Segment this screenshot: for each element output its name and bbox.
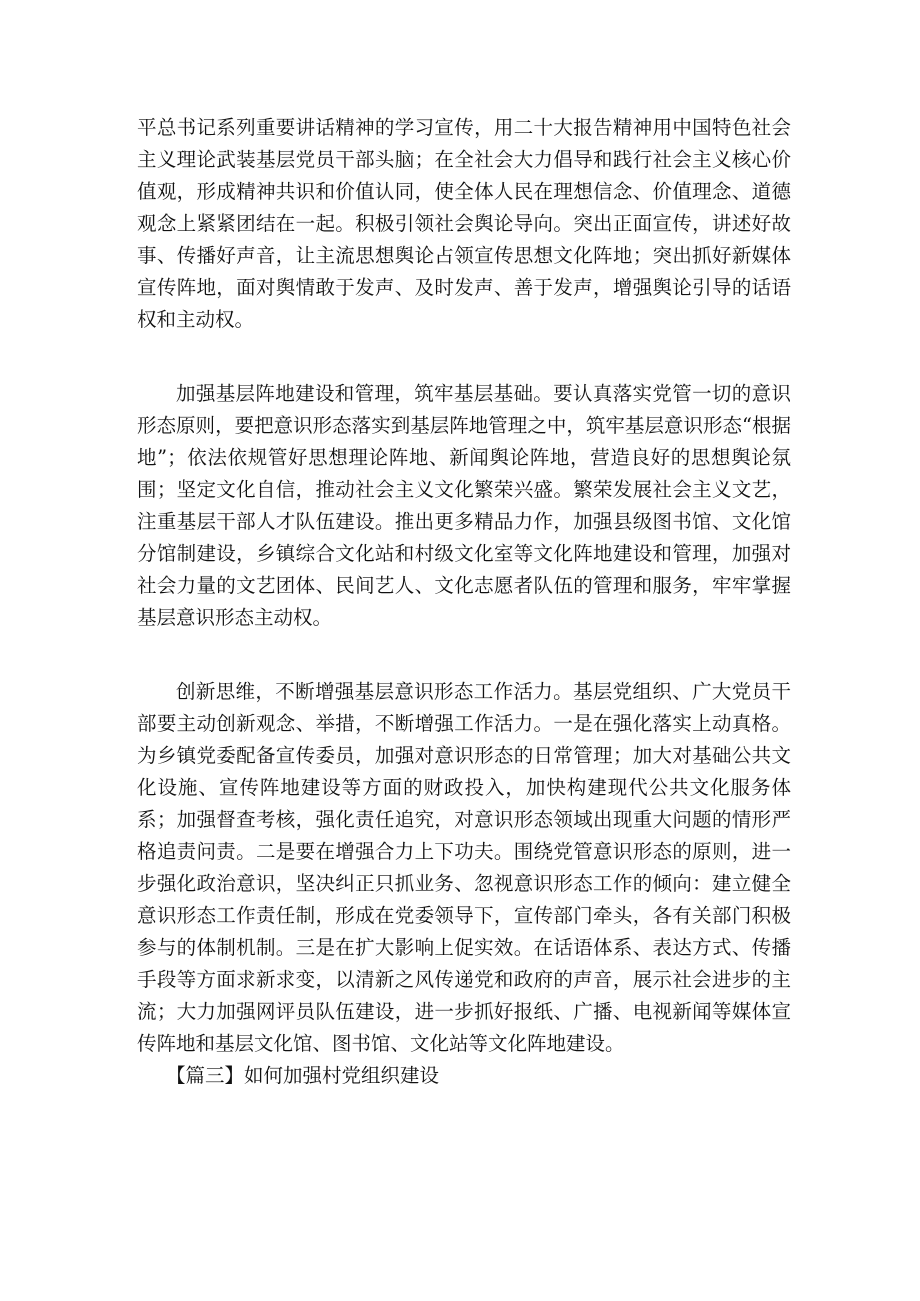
paragraph-innovation: 创新思维，不断增强基层意识形态工作活力。基层党组织、广大党员干部要主动创新观念、举措，不断增强工作活力。一是在强化落实上动真格。为乡镇党委配备宣传委员，加强对意识形态的日常管理；加大对基础公共文化设施、宣传阵地建设等方面的财政投入，加快构建现代公共文化服务体系；加强督查考核，强化责任追究，对意识形态领域出现重大问题的情形严格追责问责。二是要在增强合力上下功夫。围绕党管意识形态的原则，进一步强化政治意识，坚决纠正只抓业务、忽视意识形态工作的倾向：建立健全意识形态工作责任制，形成在党委领导下，宣传部门牵头，各有关部门积极参与的体制机制。三是在扩大影响上促实效。在话语体系、表达方式、传播手段等方面求新求变，以清新之风传递党和政府的声音，展示社会进步的主流；大力加强网评员队伍建设，进一步抓好报纸、广播、电视新闻等媒体宣传阵地和基层文化馆、图书馆、文化站等文化阵地建设。 [137,680,791,1055]
paragraph-spacer [137,336,791,378]
paragraph-spacer [137,634,791,676]
document-body [137,112,791,1092]
paragraph-continued: 平总书记系列重要讲话精神的学习宣传，用二十大报告精神用中国特色社会主义理论武装基层党员干部头脑；在全社会大力倡导和践行社会主义核心价值观，形成精神共识和价值认同，使全体人民在理想信念、价值理念、道德观念上紧紧团结在一起。积极引领社会舆论导向。突出正面宣传，讲述好故事、传播好声音，让主流思想舆论占领宣传思想文化阵地；突出抓好新媒体宣传阵地，面对舆情敢于发声、及时发声、善于发声，增强舆论引导的话语权和主动权。 [137,116,791,331]
paragraph-base-positions: 加强基层阵地建设和管理，筑牢基层基础。要认真落实党管一切的意识形态原则，要把意识形态落实到基层阵地管理之中，筑牢基层意识形态“根据地”；依法依规管好思想理论阵地、新闻舆论阵地，营造良好的思想舆论氛围；坚定文化自信，推动社会主义文化繁荣兴盛。繁荣发展社会主义文艺，注重基层干部人才队伍建设。推出更多精品力作，加强县级图书馆、文化馆分馆制建设，乡镇综合文化站和村级文化室等文化阵地建设和管理，加强对社会力量的文艺团体、民间艺人、文化志愿者队伍的管理和服务，牢牢掌握基层意识形态主动权。 [137,382,791,629]
section-heading: 【篇三】如何加强村党组织建设 [166,1064,440,1087]
